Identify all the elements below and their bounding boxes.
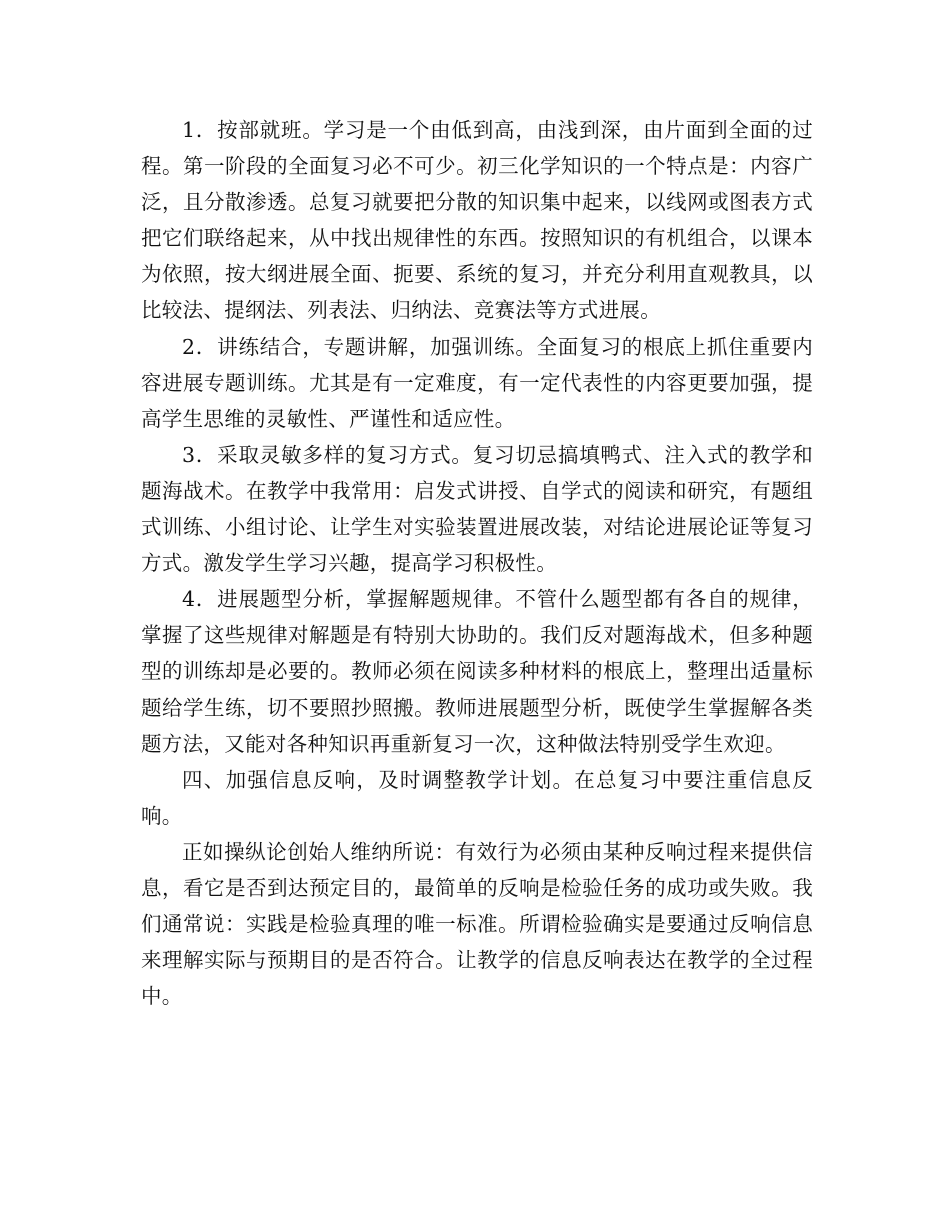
paragraph-section-4-heading: 四、加强信息反响，及时调整教学计划。在总复习中要注重信息反响。 (141, 767, 813, 828)
paragraph-step-4: 4．进展题型分析，掌握解题规律。不管什么题型都有各自的规律，掌握了这些规律对解题是有特别大协助的。我们反对题海战术，但多种题型的训练却是必要的。教师必须在阅读多种材料的根底上，整理出适量标题给学生练，切不要照抄照搬。教师进展题型分析，既使学生掌握解各类题方法，又能对各种知识再重新复习一次，这种做法特别受学生欢迎。 (141, 587, 813, 756)
paragraph-step-1: 1．按部就班。学习是一个由低到高，由浅到深，由片面到全面的过程。第一阶段的全面复习必不可少。初三化学知识的一个特点是：内容广泛，且分散渗透。总复习就要把分散的知识集中起来，以线网或图表方式把它们联络起来，从中找出规律性的东西。按照知识的有机组合，以课本为依照，按大纲进展全面、扼要、系统的复习，并充分利用直观教具，以比较法、提纲法、列表法、归纳法、竞赛法等方式进展。 (141, 118, 813, 323)
paragraph-step-2: 2．讲练结合，专题讲解，加强训练。全面复习的根底上抓住重要内容进展专题训练。尤其是有一定难度，有一定代表性的内容更要加强，提高学生思维的灵敏性、严谨性和适应性。 (141, 334, 813, 431)
document-body (141, 112, 813, 1014)
paragraph-feedback: 正如操纵论创始人维纳所说：有效行为必须由某种反响过程来提供信息，看它是否到达预定目的，最简单的反响是检验任务的成功或失败。我们通常说：实践是检验真理的唯一标准。所谓检验确实是要通过反响信息来理解实际与预期目的是否符合。让教学的信息反响表达在教学的全过程中。 (141, 839, 813, 1009)
paragraph-step-3: 3．采取灵敏多样的复习方式。复习切忌搞填鸭式、注入式的教学和题海战术。在教学中我常用：启发式讲授、自学式的阅读和研究，有题组式训练、小组讨论、让学生对实验装置进展改装，对结论进展论证等复习方式。激发学生学习兴趣，提高学习积极性。 (141, 442, 813, 576)
